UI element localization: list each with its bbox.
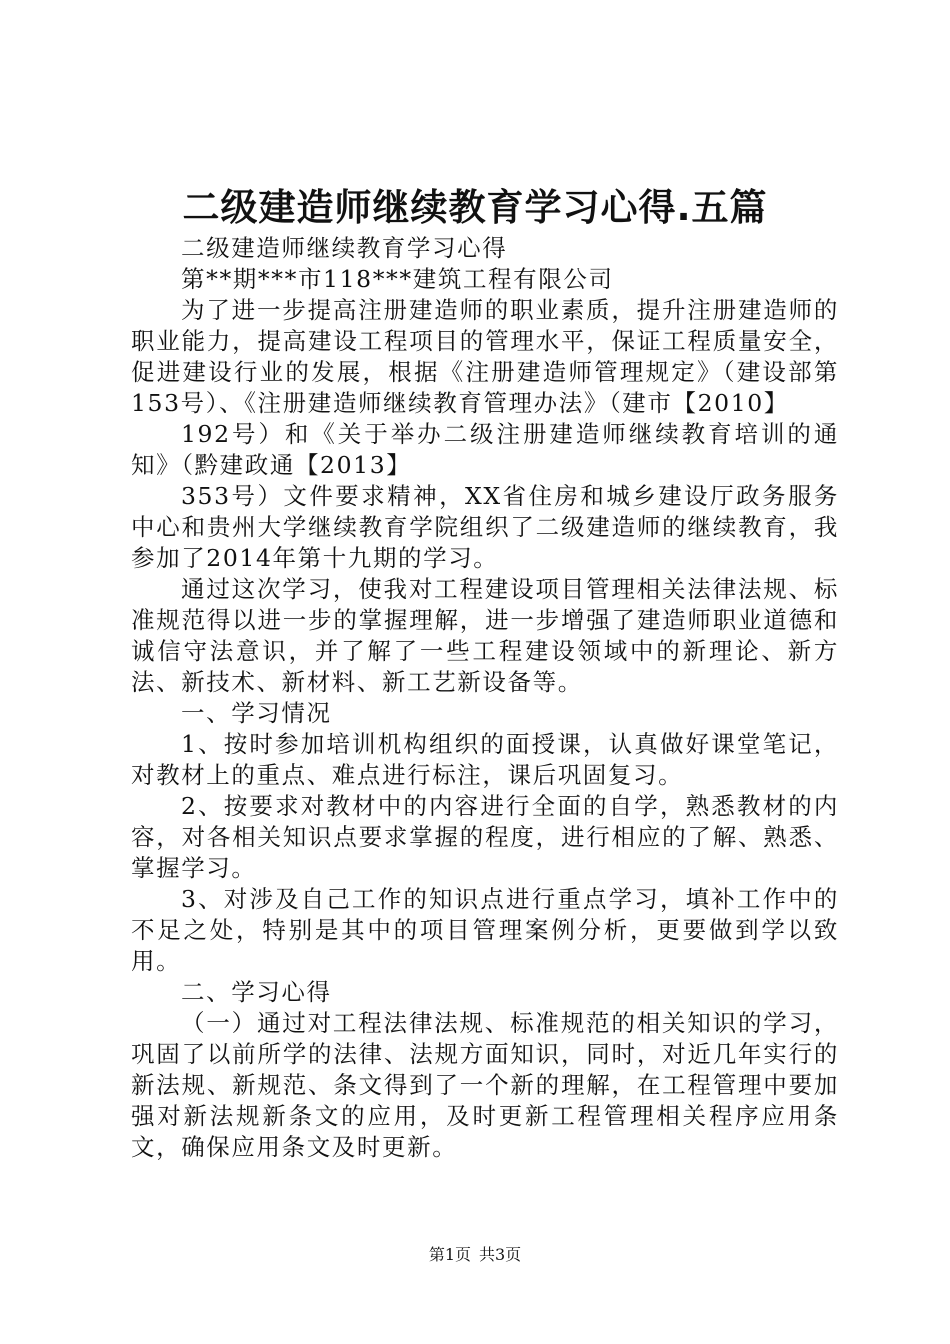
section-heading: 一、学习情况 xyxy=(181,699,332,727)
paragraph: 通过这次学习，使我对工程建设项目管理相关法律法规、标准规范得以进一步的掌握理解，进一步增强了建造师职业道德和诚信守法意识，并了解了一些工程建设领域中的新理论、新方法、新技术、新材料、新工艺新设备等。 xyxy=(131,575,839,696)
paragraph: 为了进一步提高注册建造师的职业素质，提升注册建造师的职业能力，提高建设工程项目的管理水平，保证工程质量安全，促进建设行业的发展，根据《注册建造师管理规定》（建设部第153号）、《注册建造师继续教育管理办法》（建市【2010】 xyxy=(131,296,839,417)
paragraph-subtitle: 二级建造师继续教育学习心得 xyxy=(181,234,508,262)
document-title: 二级建造师继续教育学习心得.五篇 xyxy=(182,186,768,229)
paragraph-author: 第**期***市118***建筑工程有限公司 xyxy=(181,265,614,293)
list-item: 1、按时参加培训机构组织的面授课，认真做好课堂笔记，对教材上的重点、难点进行标注，课后巩固复习。 xyxy=(131,730,839,789)
section-heading: 二、学习心得 xyxy=(181,978,332,1006)
paragraph: 353号）文件要求精神，XX省住房和城乡建设厅政务服务中心和贵州大学继续教育学院组织了二级建造师的继续教育，我参加了2014年第十九期的学习。 xyxy=(131,482,839,572)
page-total: 共3页 xyxy=(479,1245,522,1264)
list-item: 2、按要求对教材中的内容进行全面的自学，熟悉教材的内容，对各相关知识点要求掌握的程度，进行相应的了解、熟悉、掌握学习。 xyxy=(131,792,839,882)
paragraph: （一）通过对工程法律法规、标准规范的相关知识的学习，巩固了以前所学的法律、法规方面知识，同时，对近几年实行的新法规、新规范、条文得到了一个新的理解，在工程管理中要加强对新法规新条文的应用，及时更新工程管理相关程序应用条文，确保应用条文及时更新。 xyxy=(131,1009,839,1161)
paragraph: 192号）和《关于举办二级注册建造师继续教育培训的通知》（黔建政通【2013】 xyxy=(131,420,839,479)
page-number: 第1页 xyxy=(428,1245,471,1264)
list-item: 3、对涉及自己工作的知识点进行重点学习，填补工作中的不足之处，特别是其中的项目管理案例分析，更要做到学以致用。 xyxy=(131,885,839,975)
page-footer xyxy=(0,1244,950,1266)
document-body xyxy=(131,233,839,1163)
